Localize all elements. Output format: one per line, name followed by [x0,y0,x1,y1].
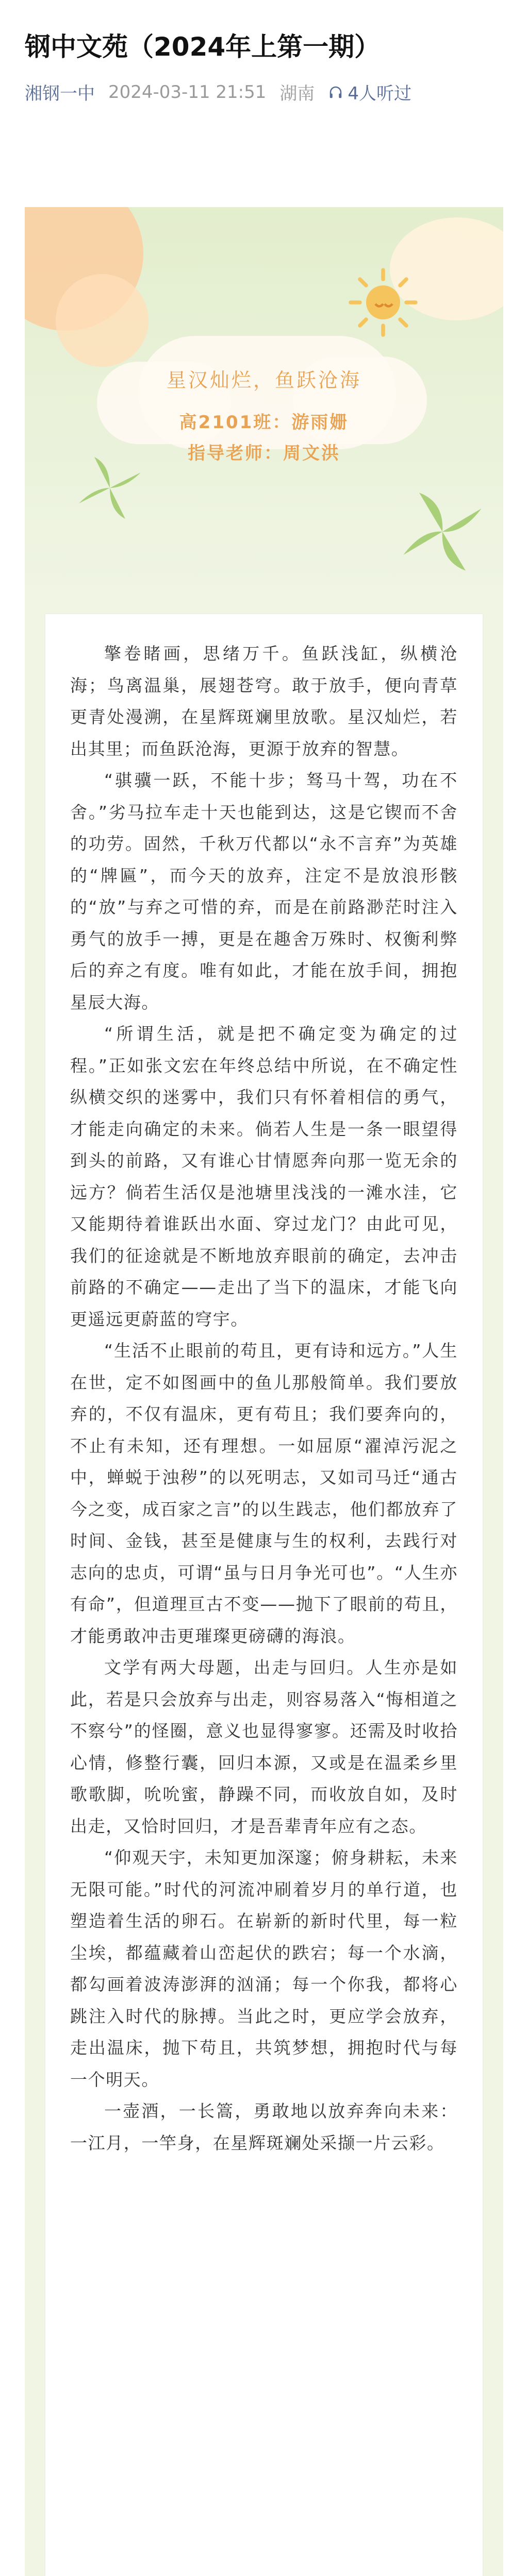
essay-paragraph: 擎卷睹画，思绪万千。鱼跃浅缸，纵横沧海；鸟离温巢，展翅苍穹。敢于放手，便向青草更青处漫溯，在星辉斑斓里放歌。星汉灿烂，若出其里；而鱼跃沧海，更源于放弃的智慧。 [70,643,458,759]
leaf-icon [396,485,489,578]
essay-body [45,614,483,2179]
essay-paper [45,614,483,2576]
sun-icon [344,264,422,341]
content-card [25,207,503,2576]
publish-location: 湖南 [279,83,315,104]
decor-blob [56,274,148,367]
banner-teacher: 指导老师：周文洪 [188,443,340,464]
banner-headline: 星汉灿烂，鱼跃沧海 [166,369,361,392]
article-header [0,0,528,105]
essay-paragraph: “所谓生活，就是把不确定变为确定的过程。”正如张文宏在年终总结中所说，在不确定性纵横交织的迷雾中，我们只有怀着相信的勇气，才能走向确定的未来。倘若人生是一条一眼望得到头的前路，又有谁心甘情愿奔向那一览无余的远方？倘若生活仅是池塘里浅浅的一滩水洼，它又能期待着谁跃出水面、穿过龙门？由此可见，我们的征途就是不断地放弃眼前的确定，去冲击前路的不确定——走出了当下的温床，才能飞向更遥远更蔚蓝的穹宇。 [70,1024,458,1329]
listen-count: 4人听过 [348,83,412,104]
essay-paragraph: 文学有两大母题，出走与回归。人生亦是如此，若是只会放弃与出走，则容易落入“悔相道之不察兮”的怪圈，意义也显得寥寥。还需及时收拾心情，修整行囊，回归本源，又或是在温柔乡里歌歌脚，吮吮蜜，静躁不同，而收放自如，及时出走，又恰时回归，才是吾辈青年应有之态。 [70,1657,458,1836]
article-title: 钢中文苑（2024年上第一期） [25,32,381,62]
essay-paragraph: “骐骥一跃，不能十步；驽马十驾，功在不舍。”劣马拉车走十天也能到达，这是它锲而不舍的功劳。固然，千秋万代都以“永不言弃”为英雄的“牌匾”，而今天的放弃，注定不是放浪形骸的“放”与弃之可惜的弃，而是在前路渺茫时注入勇气的放手一搏，更是在趣舍万殊时、权衡利弊后的弃之有度。唯有如此，才能在放手间，拥抱星辰大海。 [70,770,458,1012]
headphones-icon [328,84,343,100]
essay-paragraph: 一壶酒，一长篙，勇敢地以放弃奔向未来：一江月，一竿身，在星辉斑斓处采撷一片云彩。 [70,2101,458,2153]
essay-paragraph: “仰观天宇，未知更加深邃；俯身耕耘，未来无限可能。”时代的河流冲刷着岁月的单行道，也塑造着生活的卵石。在崭新的新时代里，每一粒尘埃，都蕴藏着山峦起伏的跌宕；每一个水滴，都勾画着波涛澎湃的汹涌；每一个你我，都将心跳注入时代的脉搏。当此之时，更应学会放弃，走出温床，抛下苟且，共筑梦想，拥抱时代与每一个明天。 [70,1848,458,2090]
listen-button[interactable] [328,79,411,105]
account-name-link[interactable]: 湘钢一中 [25,83,95,104]
essay-paragraph: “生活不止眼前的苟且，更有诗和远方。”人生在世，定不如图画中的鱼儿那般简单。我们要放弃的，不仅有温床，更有苟且；我们要奔向的，不止有未知，还有理想。一如屈原“濯淖污泥之中，蝉蜕于浊秽”的以死明志，又如司马迁“通古今之变，成百家之言”的以生践志，他们都放弃了时间、金钱，甚至是健康与生的权利，去践行对志向的忠贞，可谓“虽与日月争光可也”。“人生亦有命”，但道理亘古不变——抛下了眼前的苟且，才能勇敢冲击更璀璨更磅礴的海浪。 [70,1341,458,1646]
header-banner [25,207,503,599]
publish-datetime: 2024-03-11 21:51 [108,81,267,103]
banner-author: 高2101班：游雨姗 [179,412,349,433]
article-meta [25,79,503,105]
